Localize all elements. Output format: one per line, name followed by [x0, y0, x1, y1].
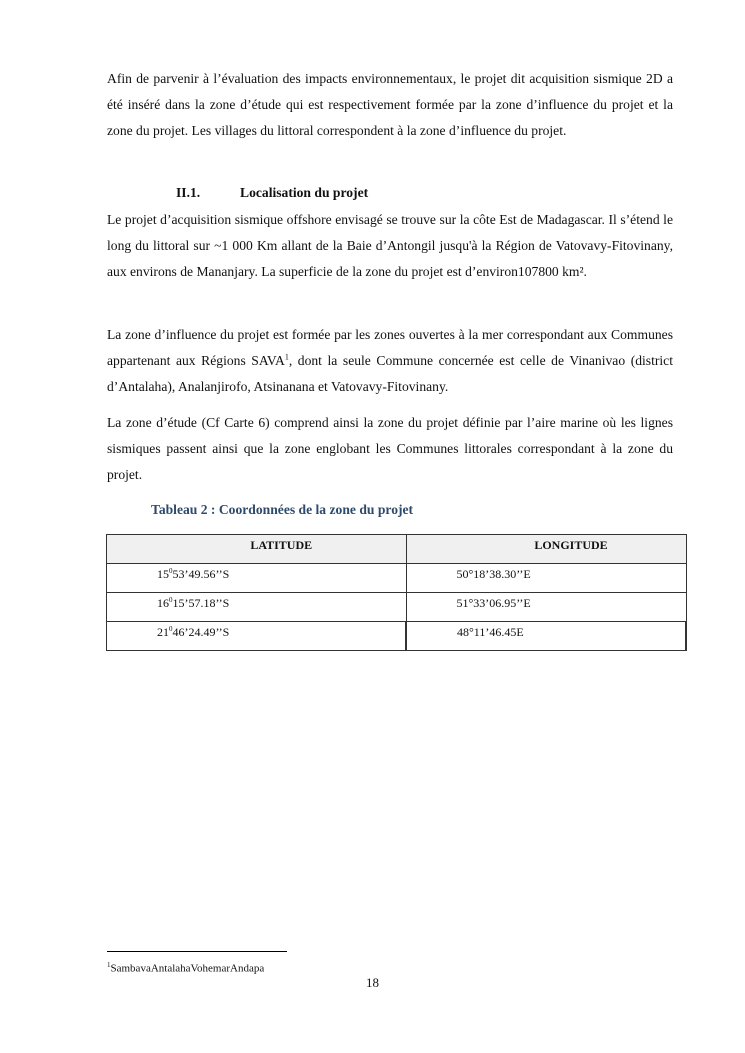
latitude-cell: $15^053’49.56’’S$	[107, 564, 407, 593]
longitude-cell: 51°33’06.95’’E	[406, 593, 686, 622]
latitude-cell: $21^046’24.49’’S$	[107, 622, 407, 651]
longitude-cell: 48°11’46.45E	[406, 622, 686, 651]
influence-text-end: , dont la seule Commune concernée est celle de Vinanivao (district d’Antalaha), Analanjirofo, Atsinanana et Vatovavy-Fitovinany.	[107, 353, 673, 394]
coordinates-table	[106, 534, 687, 651]
footnote-text: SambavaAntalahaVohemarAndapa	[110, 962, 265, 975]
localisation-paragraph: Le projet d’acquisition sismique offshore envisagé se trouve sur la côte Est de Madagascar. Il s’étend le long du littoral sur ~1 000 Km allant de la Baie d’Antongil jusqu'à la Région de Vatovavy-Fitovinany, aux environs de Mananjary. La superficie de la zone du projet est d’environ107800 km².	[107, 212, 673, 279]
longitude-header: LONGITUDE	[406, 535, 686, 564]
longitude-cell: 50°18’38.30’’E	[406, 564, 686, 593]
influence-paragraph	[107, 322, 673, 400]
table-row	[107, 593, 687, 622]
page-number: 18	[366, 975, 379, 990]
table-caption: Tableau 2 : Coordonnées de la zone du projet	[151, 502, 414, 517]
etude-paragraph: La zone d’étude (Cf Carte 6) comprend ainsi la zone du projet définie par l’aire marine où les lignes sismiques passent ainsi que la zone englobant les Communes littorales correspondant à la zone du projet.	[107, 415, 673, 482]
footnote-mark: 1	[107, 961, 111, 969]
latitude-header: LATITUDE	[107, 535, 407, 564]
section-number: II.1.	[176, 185, 201, 200]
footnote-reference[interactable]: 1	[284, 352, 289, 362]
section-heading	[176, 180, 368, 206]
table-row	[107, 622, 687, 651]
table-header-row	[107, 535, 687, 564]
influence-text-start: La zone d’influence du projet est formée par les zones ouvertes à la mer correspondant aux Communes appartenant aux Régions SAVA	[107, 327, 673, 368]
latitude-cell: $16^015’57.18’’S$	[107, 593, 407, 622]
section-title: Localisation du projet	[240, 185, 369, 200]
intro-paragraph: Afin de parvenir à l’évaluation des impacts environnementaux, le projet dit acquisition sismique 2D a été inséré dans la zone d’étude qui est respectivement formée par la zone d’influence du projet et la zone du projet. Les villages du littoral correspondent à la zone d’influence du projet.	[107, 71, 673, 138]
table-row	[107, 564, 687, 593]
footnote	[107, 957, 264, 977]
footnote-divider	[107, 951, 287, 952]
